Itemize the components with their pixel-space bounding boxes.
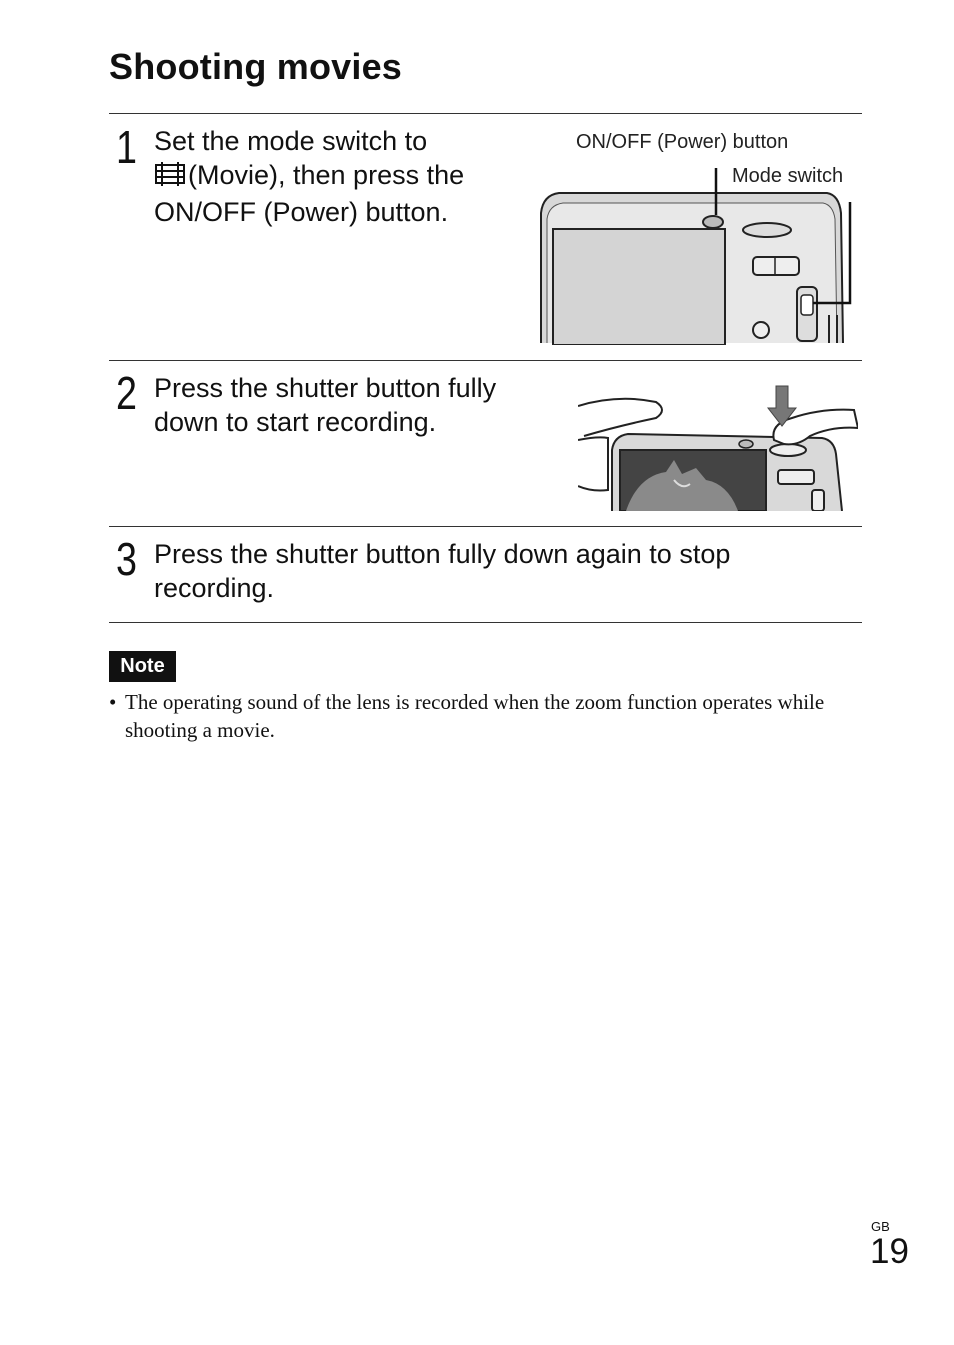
- region-label: GB: [871, 1219, 890, 1234]
- step-2-text: [154, 371, 496, 439]
- step-1-line-1: Set the mode switch to: [154, 126, 428, 156]
- note-label: Note: [109, 651, 176, 682]
- note-item-text: The operating sound of the lens is recorded when the zoom function operates while shooting a movie.: [125, 690, 825, 742]
- page-title: Shooting movies: [109, 46, 403, 87]
- movie-mode-icon: [154, 161, 186, 195]
- step-3-line-1: Press the shutter button fully down again to stop: [154, 539, 731, 569]
- step-number-2: 2: [116, 367, 137, 419]
- callout-power-button: ON/OFF (Power) button: [576, 131, 789, 153]
- divider: [109, 526, 862, 527]
- page-number: 19: [870, 1232, 909, 1271]
- step-2-line-2: down to start recording.: [154, 407, 437, 437]
- step-3-text: [154, 537, 730, 605]
- bullet: •: [109, 690, 117, 714]
- divider: [109, 360, 862, 361]
- step-number-1: 1: [116, 121, 137, 173]
- step-1-text: [154, 124, 464, 229]
- callout-mode-switch: Mode switch: [732, 165, 844, 187]
- step-1-line-3: ON/OFF (Power) button.: [154, 197, 449, 227]
- step-1-line-2: (Movie), then press the: [154, 158, 464, 195]
- step-3-line-2: recording.: [154, 573, 275, 603]
- step-number-3: 3: [116, 533, 137, 585]
- divider: [109, 113, 862, 114]
- note-item: [109, 688, 849, 744]
- step-2-line-1: Press the shutter button fully: [154, 373, 497, 403]
- note-list: [109, 688, 849, 744]
- camera-illustration: [537, 165, 857, 345]
- shutter-press-illustration: [578, 380, 858, 511]
- divider: [109, 622, 862, 623]
